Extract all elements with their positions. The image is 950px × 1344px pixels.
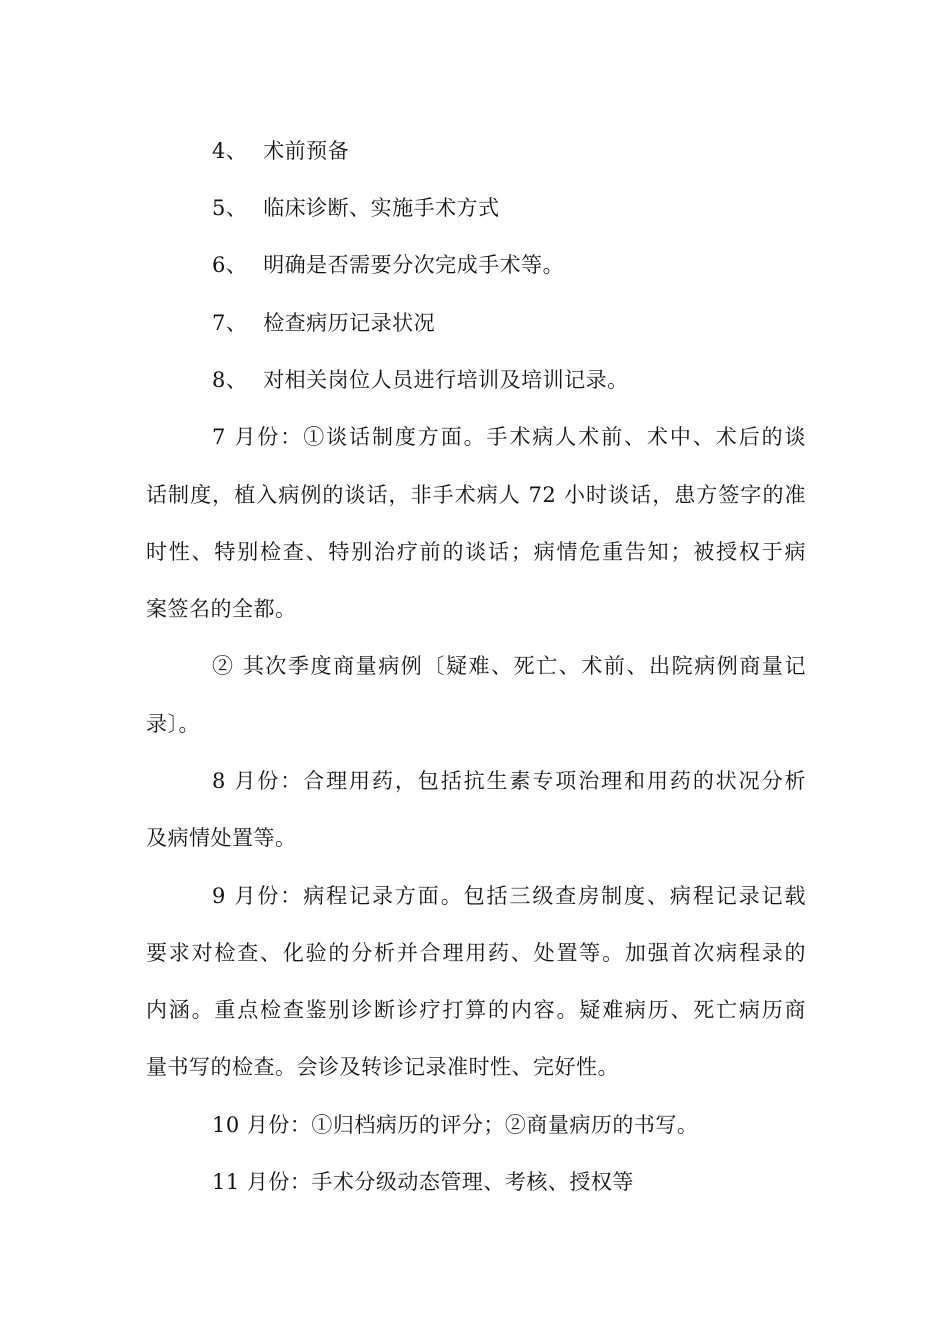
paragraph-july-line: 案签名的全都。 <box>146 597 297 621</box>
list-item-number: 8、 <box>212 368 248 392</box>
list-item-text: 检查病历记录状况 <box>263 311 436 335</box>
paragraph-july-second-line: 录〕。 <box>146 712 200 736</box>
list-item <box>212 251 564 279</box>
paragraph-july-line: 7 月份：①谈话制度方面。手术病人术前、术中、术后的谈 <box>212 425 806 449</box>
list-item-text: 术前预备 <box>263 139 350 163</box>
list-item <box>212 194 500 222</box>
paragraph-july-line: 时性、特别检查、特别治疗前的谈话；病情危重告知；被授权于病 <box>146 540 806 564</box>
list-item-text: 明确是否需要分次完成手术等。 <box>263 253 565 277</box>
paragraph-september-line: 要求对检查、化验的分析并合理用药、处置等。加强首次病程录的 <box>146 941 806 965</box>
paragraph-october-line: 10 月份：①归档病历的评分；②商量病历的书写。 <box>212 1113 699 1137</box>
paragraph-september-line: 量书写的检查。会诊及转诊记录准时性、完好性。 <box>146 1055 619 1079</box>
paragraph-september-line: 9 月份：病程记录方面。包括三级查房制度、病程记录记载 <box>212 884 806 908</box>
paragraph-september-line: 内涵。重点检查鉴别诊断诊疗打算的内容。疑难病历、死亡病历商 <box>146 998 806 1022</box>
list-item <box>212 309 435 337</box>
paragraph-august-line: 及病情处置等。 <box>146 826 297 850</box>
list-item <box>212 137 349 165</box>
list-item <box>212 366 629 394</box>
list-item-number: 5、 <box>212 196 248 220</box>
list-item-number: 7、 <box>212 311 248 335</box>
paragraph-august-line: 8 月份：合理用药，包括抗生素专项治理和用药的状况分析 <box>212 769 806 793</box>
paragraph-july-line: 话制度，植入病例的谈话，非手术病人 72 小时谈话，患方签字的准 <box>146 483 806 507</box>
list-item-number: 4、 <box>212 139 248 163</box>
paragraph-november-line: 11 月份：手术分级动态管理、考核、授权等 <box>212 1170 634 1194</box>
list-item-text: 对相关岗位人员进行培训及培训记录。 <box>263 368 629 392</box>
list-item-text: 临床诊断、实施手术方式 <box>263 196 500 220</box>
list-item-number: 6、 <box>212 253 248 277</box>
paragraph-july-second-line: ② 其次季度商量病例〔疑难、死亡、术前、出院病例商量记 <box>212 654 806 678</box>
